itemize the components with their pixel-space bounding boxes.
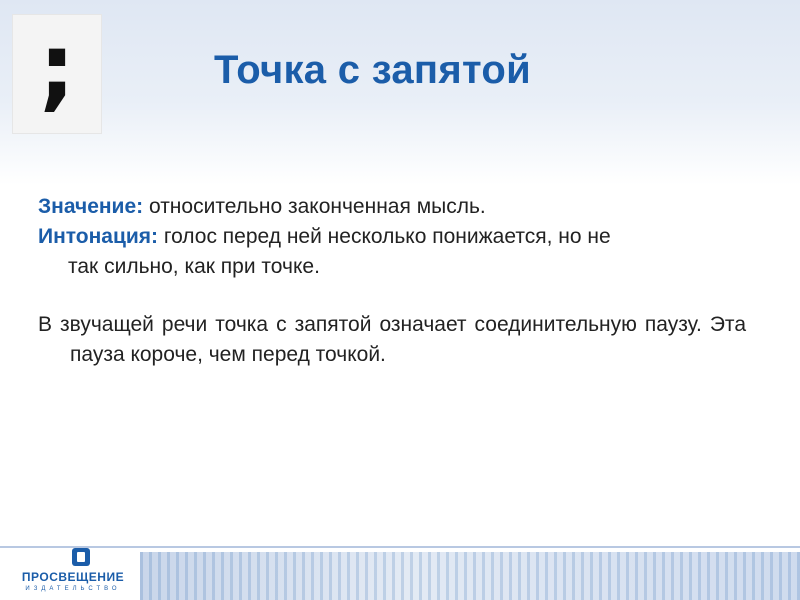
pause-paragraph: В звучащей речи точка с запятой означает соединительную паузу. Эта пауза короче, чем перед точкой. xyxy=(38,313,746,366)
publisher-subtitle: ИЗДАТЕЛЬСТВО xyxy=(25,586,121,592)
intonation-term: Интонация: xyxy=(38,225,159,248)
intonation-text: голос перед ней несколько понижается, но не xyxy=(158,225,611,248)
slide-content xyxy=(38,192,746,391)
footer xyxy=(0,538,800,600)
slide-title: Точка с запятой xyxy=(214,48,531,92)
meaning-term: Значение: xyxy=(38,195,144,218)
semicolon-symbol: ; xyxy=(38,14,76,121)
footer-decoration xyxy=(140,552,800,600)
publisher-logo xyxy=(8,546,138,598)
meaning-line xyxy=(38,192,746,222)
intonation-line-continued: так сильно, как при точке. xyxy=(68,255,320,278)
publisher-logo-icon xyxy=(72,548,90,566)
publisher-name: ПРОСВЕЩЕНИЕ xyxy=(21,570,125,584)
intonation-line xyxy=(38,222,746,252)
meaning-text: относительно законченная мысль. xyxy=(143,195,486,218)
symbol-card xyxy=(12,14,102,134)
